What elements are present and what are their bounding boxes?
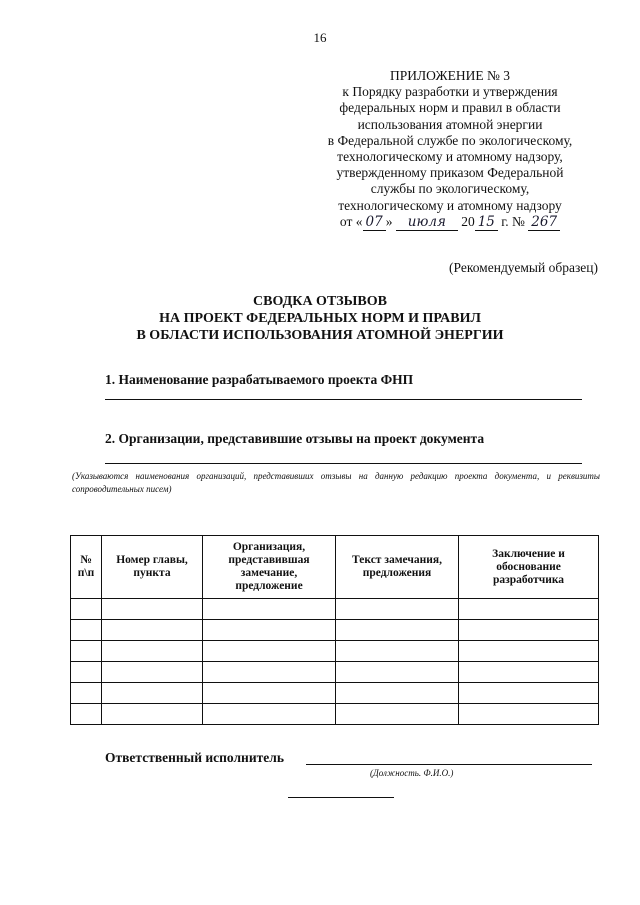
col-header-organization: Организация, представившая замечание, предложение [203, 536, 336, 599]
table-header-row [71, 536, 599, 599]
title-line: СВОДКА ОТЗЫВОВ [253, 294, 387, 309]
handwritten-month: июля [396, 214, 458, 231]
table-cell[interactable] [102, 641, 203, 662]
date-quote-close: » [385, 213, 393, 229]
table-row [71, 641, 599, 662]
handwritten-day: 07 [363, 214, 386, 231]
table-cell[interactable] [71, 683, 102, 704]
section-1-heading: 1. Наименование разрабатываемого проекта ФНП [105, 372, 414, 387]
table-cell[interactable] [459, 641, 599, 662]
appendix-line: службы по экологическому, [370, 181, 530, 197]
table-cell[interactable] [203, 662, 336, 683]
table-cell[interactable] [102, 662, 203, 683]
table-cell[interactable] [203, 704, 336, 725]
table-row [71, 599, 599, 620]
table-cell[interactable] [203, 683, 336, 704]
table-cell[interactable] [71, 704, 102, 725]
table-cell[interactable] [459, 599, 599, 620]
sample-label: (Рекомендуемый образец) [449, 260, 598, 275]
section-2-fill-line[interactable] [105, 463, 582, 464]
table-cell[interactable] [203, 599, 336, 620]
handwritten-order-number: 267 [528, 214, 560, 231]
table-cell[interactable] [459, 704, 599, 725]
date-year-prefix: 20 [461, 213, 475, 229]
table-row [71, 662, 599, 683]
table-cell[interactable] [102, 704, 203, 725]
appendix-line: к Порядку разработки и утверждения [342, 84, 558, 100]
col-header-number: № п\п [71, 536, 102, 599]
table-cell[interactable] [459, 662, 599, 683]
table-cell[interactable] [203, 620, 336, 641]
col-header-chapter: Номер главы, пункта [102, 536, 203, 599]
table-row [71, 704, 599, 725]
document-title [0, 293, 640, 344]
appendix-line: технологическому и атомному надзору [338, 197, 562, 213]
appendix-line: в Федеральной службе по экологическому, [327, 132, 573, 148]
table-row [71, 620, 599, 641]
table-cell[interactable] [459, 683, 599, 704]
table-cell[interactable] [102, 683, 203, 704]
appendix-header [300, 68, 600, 231]
appendix-line: технологическому и атомному надзору, [337, 149, 563, 165]
date-prefix: от « [339, 213, 363, 229]
comments-table [70, 535, 599, 725]
appendix-line: ПРИЛОЖЕНИЕ № 3 [389, 68, 511, 83]
table-cell[interactable] [336, 599, 459, 620]
table-cell[interactable] [336, 662, 459, 683]
table-cell[interactable] [336, 641, 459, 662]
appendix-line: использования атомной энергии [357, 116, 543, 132]
section-2-heading: 2. Организации, представившие отзывы на проект документа [105, 431, 485, 446]
table-cell[interactable] [71, 620, 102, 641]
title-line: НА ПРОЕКТ ФЕДЕРАЛЬНЫХ НОРМ И ПРАВИЛ [159, 311, 481, 326]
responsible-executor-label: Ответственный исполнитель [105, 750, 284, 765]
table-cell[interactable] [71, 599, 102, 620]
appendix-line: утвержденному приказом Федеральной [336, 165, 564, 181]
signature-line[interactable] [288, 797, 394, 798]
section-1-fill-line[interactable] [105, 399, 582, 400]
table-cell[interactable] [71, 641, 102, 662]
page-number: 16 [313, 30, 327, 45]
title-line: В ОБЛАСТИ ИСПОЛЬЗОВАНИЯ АТОМНОЙ ЭНЕРГИИ [136, 328, 504, 343]
order-date-row [300, 214, 600, 231]
responsible-executor-line[interactable] [306, 764, 592, 765]
table-cell[interactable] [102, 620, 203, 641]
date-year-suffix: г. № [501, 213, 525, 229]
section-2-note: (Указываются наименования организаций, представивших отзывы на данную редакцию проекта документа, и реквизиты сопроводительных писем) [72, 471, 600, 494]
table-cell[interactable] [336, 683, 459, 704]
table-cell[interactable] [459, 620, 599, 641]
table-body [71, 599, 599, 725]
table-row [71, 683, 599, 704]
handwritten-year: 15 [475, 214, 498, 231]
col-header-comment-text: Текст замечания, предложения [336, 536, 459, 599]
table-cell[interactable] [71, 662, 102, 683]
table-cell[interactable] [102, 599, 203, 620]
table-cell[interactable] [336, 620, 459, 641]
appendix-line: федеральных норм и правил в области [339, 100, 561, 116]
col-header-developer-conclusion: Заключение и обоснование разработчика [459, 536, 599, 599]
table-cell[interactable] [336, 704, 459, 725]
table-cell[interactable] [203, 641, 336, 662]
responsible-executor-caption: (Должность. Ф.И.О.) [370, 768, 454, 778]
